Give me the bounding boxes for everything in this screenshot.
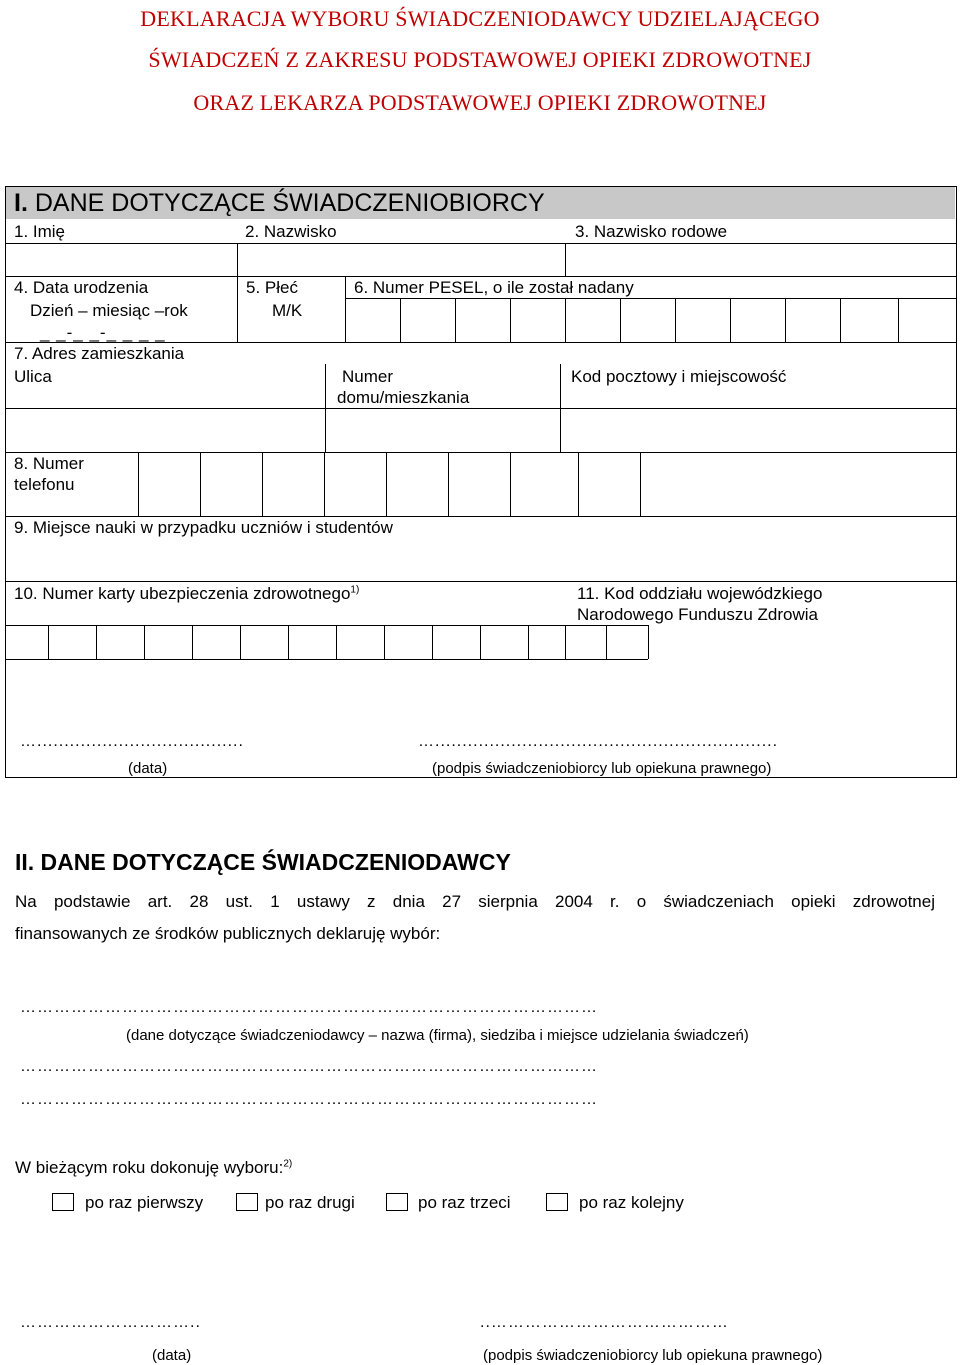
signature-caption: (podpis świadczeniobiorcy lub opiekuna prawnego) — [432, 760, 772, 777]
final-date-line: ………………………….. — [20, 1314, 201, 1331]
ulica-label: Ulica — [14, 367, 52, 386]
imie-label: 1. Imię — [14, 222, 66, 241]
final-date-caption: (data) — [152, 1347, 192, 1364]
choice-label: W bieżącym roku dokonuję wyboru:$^{2)}$ — [15, 1158, 293, 1177]
choice-footnote-ref: 2) — [283, 1158, 293, 1170]
option-po-raz-kolejny: po raz kolejny — [579, 1193, 684, 1212]
dzien-miesiac-rok-label: Dzień – miesiąc –rok — [30, 301, 188, 320]
section-1-roman: I. — [14, 189, 28, 217]
form-title-line-1: DEKLARACJA WYBORU ŚWIADCZENIODAWCY UDZIELAJĄCEGO — [140, 6, 820, 31]
karta-ubezp-label: 10. Numer karty ubezpieczenia zdrowotnego$^{1)}$ — [14, 584, 360, 603]
form-title-line-2: ŚWIADCZEŃ Z ZAKRESU PODSTAWOWEJ OPIEKI ZDROWOTNEJ — [148, 47, 812, 72]
form-title-line-3: ORAZ LEKARZA PODSTAWOWEJ OPIEKI ZDROWOTNEJ — [193, 90, 767, 115]
plec-label: 5. Płeć — [246, 278, 298, 297]
oddzial-label-1: 11. Kod oddziału wojewódzkiego — [577, 584, 823, 603]
legal-basis-line-1: Na podstawie art. 28 ust. 1 ustawy z dnia 27 sierpnia 2004 r. o świadczeniach opieki zdrowotnej — [15, 892, 935, 911]
numer-domu-label-1: Numer — [342, 367, 394, 386]
oddzial-label-2: Narodowego Funduszu Zdrowia — [577, 605, 818, 624]
section-1-heading-text: DANE DOTYCZĄCE ŚWIADCZENIOBIORCY — [34, 189, 545, 217]
option-po-raz-pierwszy: po raz pierwszy — [85, 1193, 204, 1212]
checkbox-po-raz-drugi[interactable] — [236, 1193, 258, 1211]
date-caption: (data) — [128, 760, 168, 777]
option-po-raz-trzeci: po raz trzeci — [418, 1193, 511, 1212]
checkbox-po-raz-pierwszy[interactable] — [52, 1193, 74, 1211]
adres-label: 7. Adres zamieszkania — [14, 344, 185, 363]
date-signature-line: …...................................... — [20, 733, 244, 750]
date-mask: _ _-_ _-_ _ _ _ — [40, 323, 166, 342]
option-po-raz-drugi: po raz drugi — [265, 1193, 355, 1212]
nazwisko-rodowe-label: 3. Nazwisko rodowe — [575, 222, 728, 241]
section-1-heading — [14, 189, 545, 218]
telefon-label-1: 8. Numer — [14, 454, 84, 473]
provider-dots-line-3: ………………………………………………………………………………………… — [20, 1091, 598, 1108]
pesel-label: 6. Numer PESEL, o ile został nadany — [354, 278, 634, 297]
kod-pocztowy-label: Kod pocztowy i miejscowość — [571, 367, 787, 386]
mk-label: M/K — [272, 301, 303, 320]
final-signature-line: ..…………………………………… — [480, 1314, 729, 1331]
checkbox-po-raz-trzeci[interactable] — [386, 1193, 408, 1211]
provider-dots-line-1: ………………………………………………………………………………………… — [20, 999, 598, 1016]
checkbox-po-raz-kolejny[interactable] — [546, 1193, 568, 1211]
miejsce-nauki-label: 9. Miejsce nauki w przypadku uczniów i studentów — [14, 518, 393, 537]
data-urodzenia-label: 4. Data urodzenia — [14, 278, 149, 297]
provider-dots-line-2: ………………………………………………………………………………………… — [20, 1058, 598, 1075]
section-2-heading: II. DANE DOTYCZĄCE ŚWIADCZENIODAWCY — [15, 849, 511, 875]
telefon-label-2: telefonu — [14, 475, 75, 494]
legal-basis-line-2: finansowanych ze środków publicznych deklaruję wybór: — [15, 924, 441, 943]
final-signature-caption: (podpis świadczeniobiorcy lub opiekuna prawnego) — [483, 1347, 823, 1364]
provider-caption: (dane dotyczące świadczeniodawcy – nazwa (firma), siedziba i miejsce udzielania świadczeń) — [126, 1027, 749, 1044]
signature-line: …............................................................... — [418, 733, 779, 750]
nazwisko-label: 2. Nazwisko — [245, 222, 337, 241]
numer-domu-label-2: domu/mieszkania — [337, 388, 470, 407]
karta-footnote-ref: 1) — [350, 584, 360, 596]
